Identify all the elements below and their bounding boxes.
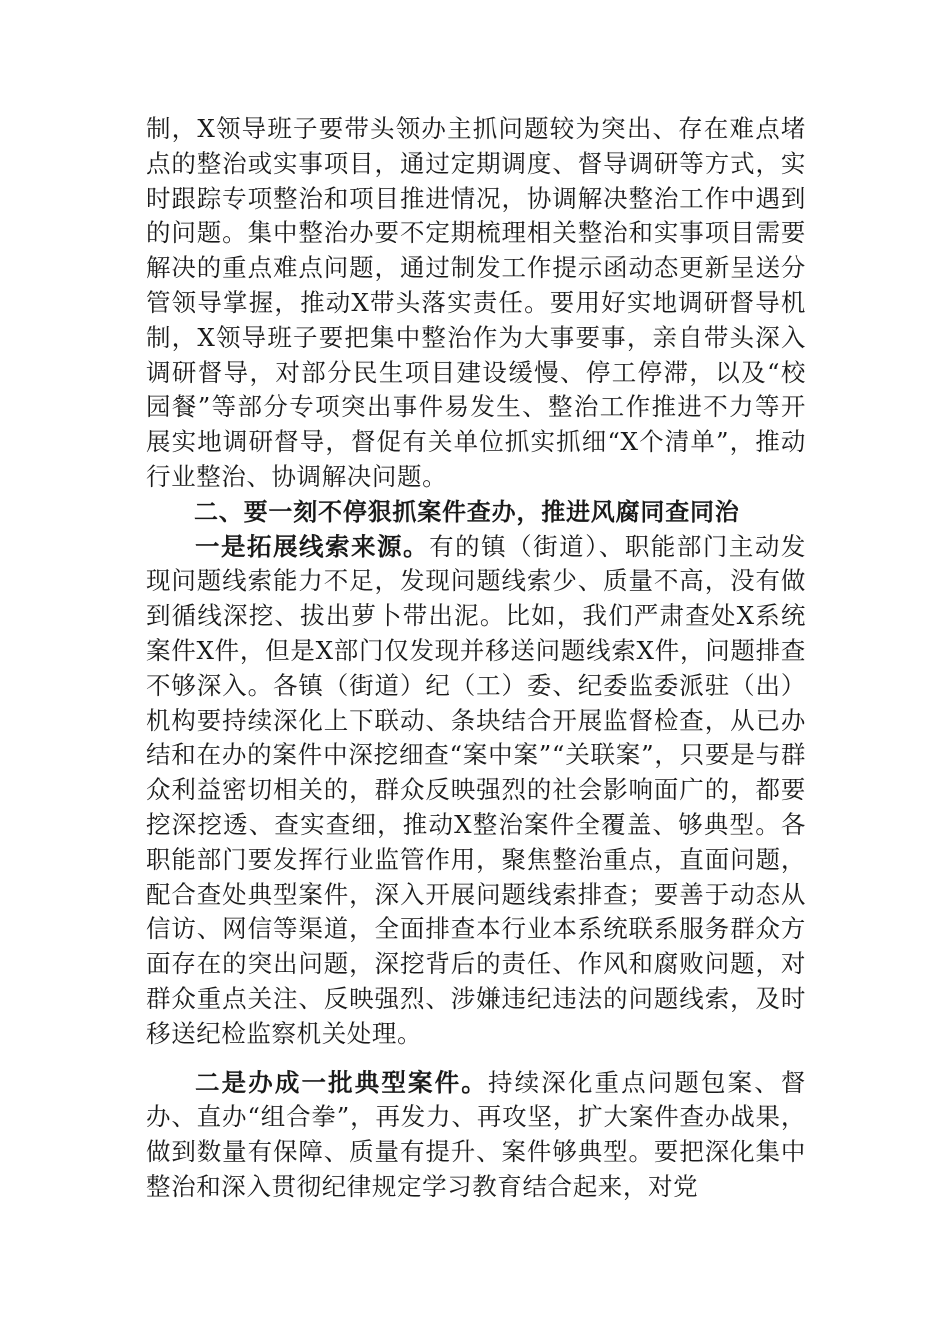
document-page xyxy=(146,112,806,1205)
paragraph-lead: 二是办成一批典型案件。 xyxy=(195,1067,488,1097)
paragraph-lead: 一是拓展线索来源。 xyxy=(195,531,430,561)
paragraph-body: 有的镇（街道）、职能部门主动发现问题线索能力不足，发现问题线索少、质量不高，没有做到循线深挖、拔出萝卜带出泥。比如，我们严肃查处X系统案件X件，但是X部门仅发现并移送问题线索X件，问题排查不够深入。各镇（街道）纪（工）委、纪委监委派驻（出）机构要持续深化上下联动、条块结合开展监督检查，从已办结和在办的案件中深挖细查“案中案”“关联案”，只要是与群众利益密切相关的，群众反映强烈的社会影响面广的，都要挖深挖透、查实查细，推动X整治案件全覆盖、够典型。各职能部门要发挥行业监管作用，聚焦整治重点，直面问题，配合查处典型案件，深入开展问题线索排查；要善于动态从信访、网信等渠道，全面排查本行业本系统联系服务群众方面存在的突出问题，深挖背后的责任、作风和腐败问题，对群众重点关注、反映强烈、涉嫌违纪违法的问题线索，及时移送纪检监察机关处理。 xyxy=(146,531,806,1048)
section-heading: 二、要一刻不停狠抓案件查办，推进风腐同查同治 xyxy=(194,497,740,526)
paragraph-typical-cases xyxy=(146,1066,806,1205)
paragraph-body: 持续深化重点问题包案、督办、直办“组合拳”，再发力、再攻坚，扩大案件查办战果，做到数量有保障、质量有提升、案件够典型。要把深化集中整治和深入贯彻纪律规定学习教育结合起来，对党 xyxy=(146,1067,806,1201)
paragraph-expand-sources xyxy=(146,530,806,1052)
paragraph-continued: 制，X领导班子要带头领办主抓问题较为突出、存在难点堵点的整治或实事项目，通过定期调度、督导调研等方式，实时跟踪专项整治和项目推进情况，协调解决整治工作中遇到的问题。集中整治办要不定期梳理相关整治和实事项目需要解决的重点难点问题，通过制发工作提示函动态更新呈送分管领导掌握，推动X带头落实责任。要用好实地调研督导机制，X领导班子要把集中整治作为大事要事，亲自带头深入调研督导，对部分民生项目建设缓慢、停工停滞，以及“校园餐”等部分专项突出事件易发生、整治工作推进不力等开展实地调研督导，督促有关单位抓实抓细“X个清单”，推动行业整治、协调解决问题。 xyxy=(146,114,806,491)
